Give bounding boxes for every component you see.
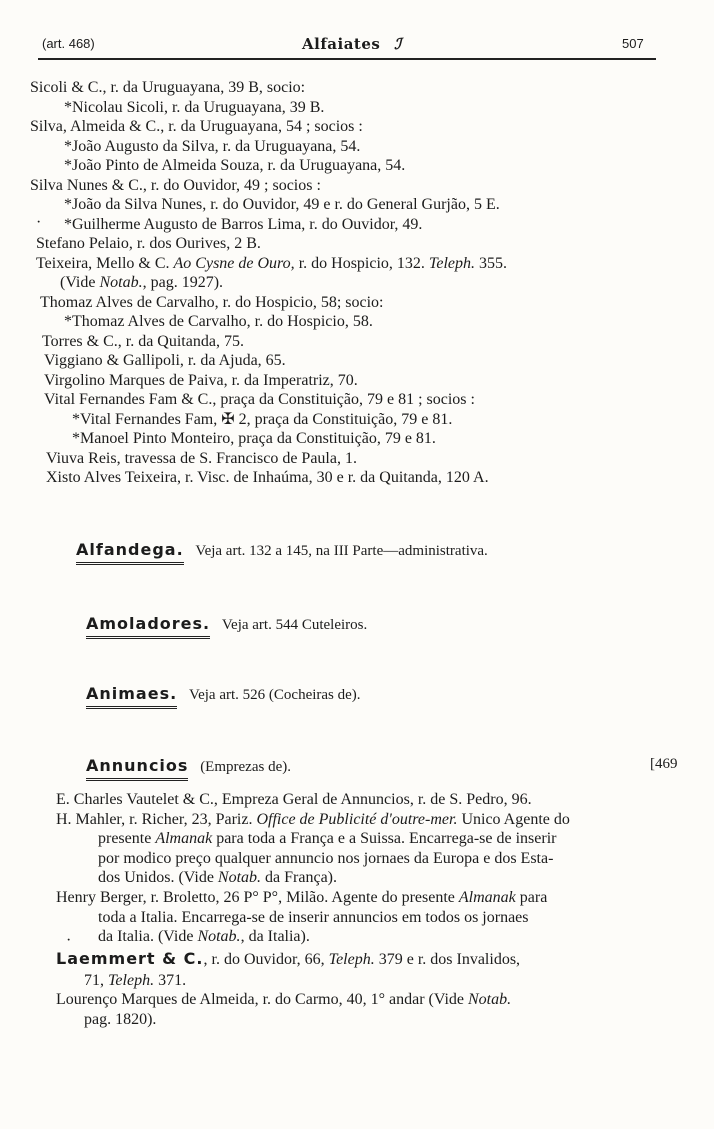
listing-text: , r. do Ouvidor, 66, (203, 950, 329, 968)
entry-text: *Thomaz Alves de Carvalho, r. do Hospicio, 58. (64, 313, 373, 330)
margin-mark: · (66, 932, 72, 949)
listing-line (56, 888, 686, 908)
entry-line (30, 273, 680, 293)
listing-text: pag. 1820). (84, 1010, 157, 1028)
listing-line (56, 908, 686, 928)
shop-name: Ao Cysne de Ouro, (173, 254, 295, 272)
section-title: Alfandega. (76, 540, 184, 565)
section-reference: (Emprezas de). (200, 759, 291, 775)
section-title: Annuncios (86, 756, 188, 781)
listing-text: 379 e r. dos Invalidos, (374, 950, 521, 968)
listing-text: por modico preço qualquer annuncio nos jornaes da Europa e dos Esta- (98, 849, 554, 867)
listing-text: Unico Agente do (457, 810, 570, 828)
listing-line (56, 990, 686, 1010)
listing-text: , da Italia). (240, 928, 310, 946)
listing-text: 71, (84, 971, 108, 989)
entry-text: *Nicolau Sicoli, r. da Uruguayana, 39 B. (64, 98, 325, 116)
entry-line (30, 176, 680, 196)
listing-line (56, 790, 686, 810)
entry-line (30, 117, 680, 137)
entry-text: Viggiano & Gallipoli, r. da Ajuda, 65. (44, 352, 286, 369)
entry-text: Silva Nunes & C., r. do Ouvidor, 49 ; socios : (30, 176, 321, 194)
notab-ref: Notab. (217, 869, 262, 887)
listing-text: presente (98, 830, 156, 848)
entry-text: *Guilherme Augusto de Barros Lima, r. do Ouvidor, 49. (64, 215, 423, 233)
section-annuncios (86, 756, 291, 781)
entry-text: Thomaz Alves de Carvalho, r. do Hospicio, 58; socio: (40, 293, 384, 311)
entry-line (30, 429, 680, 449)
entry-text: Silva, Almeida & C., r. da Uruguayana, 54 ; socios : (30, 118, 363, 135)
laemmert-name: Laemmert & C. (56, 948, 204, 968)
entry-text: *João Pinto de Almeida Souza, r. da Uruguayana, 54. (64, 157, 406, 174)
listing-line (56, 810, 686, 830)
entry-text: r. do Hospicio, 132. (294, 254, 429, 272)
section-reference: Veja art. 544 Cuteleiros. (221, 617, 368, 633)
listing-line (56, 927, 686, 947)
section-amoladores (86, 614, 367, 639)
entry-text: Xisto Alves Teixeira, r. Visc. de Inhaúma, 30 e r. da Quitanda, 120 A. (46, 469, 489, 486)
almanak-ref: Almanak (155, 830, 213, 848)
entry-text: Torres & C., r. da Quitanda, 75. (42, 332, 244, 350)
article-number: [469 (650, 756, 678, 772)
section-reference: Veja art. 132 a 145, na III Parte—administrativa. (195, 543, 488, 559)
listing-line (56, 1010, 686, 1030)
entry-text: *João Augusto da Silva, r. da Uruguayana, 54. (64, 137, 361, 155)
entry-line (30, 234, 680, 254)
entry-line (30, 449, 680, 469)
entry-text: Stefano Pelaio, r. dos Ourives, 2 B. (36, 235, 261, 252)
entry-text: 355. (474, 254, 507, 272)
entry-line (30, 254, 680, 274)
notab-ref: Notab. (468, 991, 512, 1009)
entry-line (30, 410, 680, 430)
article-reference: (art. 468) (42, 36, 95, 51)
entry-line (30, 215, 680, 235)
entry-text: (Vide (60, 274, 100, 291)
entry-line (30, 195, 680, 215)
entry-line (30, 156, 680, 176)
section-title: Animaes. (86, 684, 177, 709)
teleph-label: Teleph. (108, 971, 155, 989)
entry-text: Viuva Reis, travessa de S. Francisco de Paula, 1. (46, 449, 357, 467)
entry-text: *João da Silva Nunes, r. do Ouvidor, 49 e r. do General Gurjão, 5 E. (64, 196, 500, 213)
entry-line (30, 371, 680, 391)
teleph-label: Teleph. (428, 254, 475, 272)
agency-name: Office de Publicité d'outre-mer. (256, 810, 458, 828)
entry-line (30, 351, 680, 371)
listing-text: da Italia. (Vide (98, 928, 198, 946)
section-alfandega (76, 540, 488, 565)
header-rule (38, 58, 656, 60)
annuncios-listings (56, 790, 686, 1030)
entry-line (30, 98, 680, 118)
entry-text: *Vital Fernandes Fam, ✠ 2, praça da Constituição, 79 e 81. (72, 410, 453, 428)
tailor-entries (30, 78, 680, 488)
page-title (302, 34, 402, 56)
listing-text: 371. (154, 971, 187, 989)
listing-text: toda a Italia. Encarrega-se de inserir annuncios em todos os jornaes (98, 908, 529, 926)
handwritten-mark: ℐ (394, 35, 402, 53)
entry-line (30, 137, 680, 157)
entry-text: Teixeira, Mello & C. (36, 254, 174, 272)
page-title-text: Alfaiates (302, 35, 381, 53)
teleph-label: Teleph. (328, 950, 375, 968)
entry-line (30, 390, 680, 410)
listing-line (56, 849, 686, 869)
entry-text: Sicoli & C., r. da Uruguayana, 39 B, socio: (30, 79, 306, 96)
entry-line (30, 332, 680, 352)
listing-text: da França). (261, 869, 338, 887)
listing-line (56, 947, 686, 971)
entry-text: Virgolino Marques de Paiva, r. da Imperatriz, 70. (44, 371, 358, 389)
listing-text: dos Unidos. (Vide (98, 869, 218, 887)
margin-mark: · (36, 214, 42, 231)
section-animaes (86, 684, 361, 709)
notab-ref: Notab. (197, 928, 241, 946)
listing-text: para (515, 888, 548, 906)
listing-text: Henry Berger, r. Broletto, 26 P° P°, Milão. Agente do presente (56, 888, 459, 906)
entry-line (30, 468, 680, 488)
listing-text: para toda a França e a Suissa. Encarrega-se de inserir (212, 830, 557, 848)
listing-line (56, 829, 686, 849)
listing-text: E. Charles Vautelet & C., Empreza Geral de Annuncios, r. de S. Pedro, 96. (56, 791, 532, 808)
listing-line (56, 971, 686, 991)
notab-ref: Notab. (99, 274, 143, 291)
entry-text: , pag. 1927). (142, 274, 224, 291)
listing-text: H. Mahler, r. Richer, 23, Pariz. (56, 810, 257, 828)
entry-line (30, 293, 680, 313)
entry-line (30, 78, 680, 98)
almanak-ref: Almanak (458, 888, 516, 906)
entry-line (30, 312, 680, 332)
entry-text: Vital Fernandes Fam & C., praça da Constituição, 79 e 81 ; socios : (44, 391, 475, 408)
page-number: 507 (622, 36, 644, 51)
section-reference: Veja art. 526 (Cocheiras de). (188, 687, 361, 703)
listing-text: Lourenço Marques de Almeida, r. do Carmo, 40, 1° andar (Vide (56, 991, 468, 1009)
section-title: Amoladores. (86, 614, 210, 639)
listing-line (56, 868, 686, 888)
entry-text: *Manoel Pinto Monteiro, praça da Constituição, 79 e 81. (72, 430, 436, 447)
